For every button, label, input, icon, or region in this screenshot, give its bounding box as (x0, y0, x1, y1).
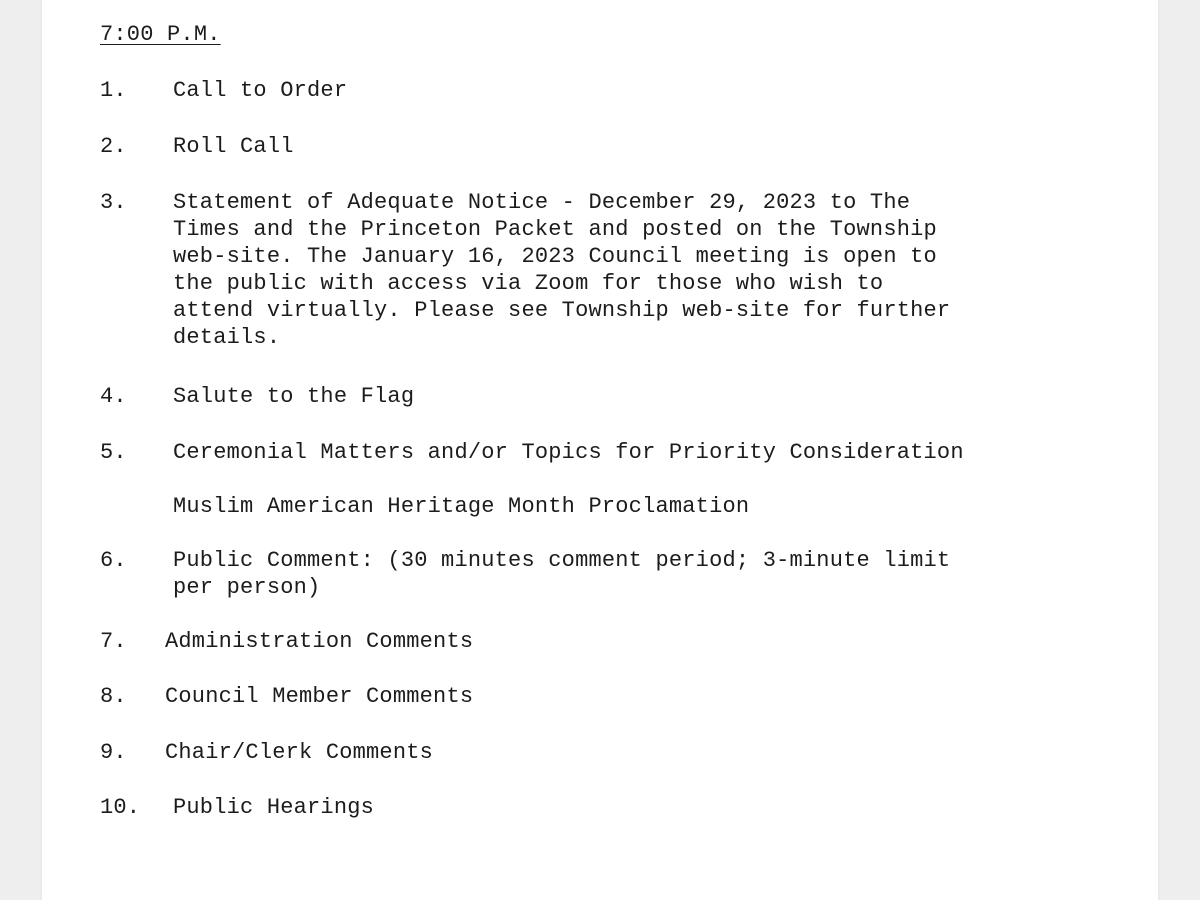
item-text-line: web-site. The January 16, 2023 Council meeting is open to (173, 244, 937, 269)
item-text-block (173, 189, 950, 351)
document-page (42, 0, 1158, 900)
item-number: 2. (100, 134, 127, 159)
item-number: 3. (100, 190, 127, 215)
item-text: Roll Call (173, 134, 294, 159)
item-text-line: attend virtually. Please see Township web-site for further (173, 298, 951, 323)
item-subtext-line: Muslim American Heritage Month Proclamation (173, 494, 750, 519)
item-text-line: Statement of Adequate Notice - December 29, 2023 to The (173, 190, 911, 215)
item-text: Administration Comments (165, 629, 474, 654)
item-subtext (173, 493, 749, 520)
agenda (42, 0, 1158, 900)
item-text-line: details. (173, 325, 281, 350)
item-number: 4. (100, 384, 127, 409)
item-text-line: per person) (173, 575, 321, 600)
item-text: Public Hearings (173, 795, 375, 820)
item-text: Call to Order (173, 78, 348, 103)
item-number: 6. (100, 548, 127, 573)
item-text: Salute to the Flag (173, 384, 415, 409)
item-text: Ceremonial Matters and/or Topics for Priority Consideration (173, 440, 964, 465)
item-text-line: Public Comment: (30 minutes comment period; 3-minute limit (173, 548, 951, 573)
time-heading: 7:00 P.M. (100, 22, 221, 47)
item-number: 5. (100, 440, 127, 465)
item-number: 10. (100, 795, 141, 820)
item-text: Council Member Comments (165, 684, 474, 709)
item-text: Chair/Clerk Comments (165, 740, 434, 765)
item-text-block (173, 547, 950, 601)
item-number: 1. (100, 78, 127, 103)
item-number: 8. (100, 684, 127, 709)
item-text-line: the public with access via Zoom for those who wish to (173, 271, 884, 296)
item-text-line: Times and the Princeton Packet and posted on the Township (173, 217, 937, 242)
item-number: 7. (100, 629, 127, 654)
item-number: 9. (100, 740, 127, 765)
